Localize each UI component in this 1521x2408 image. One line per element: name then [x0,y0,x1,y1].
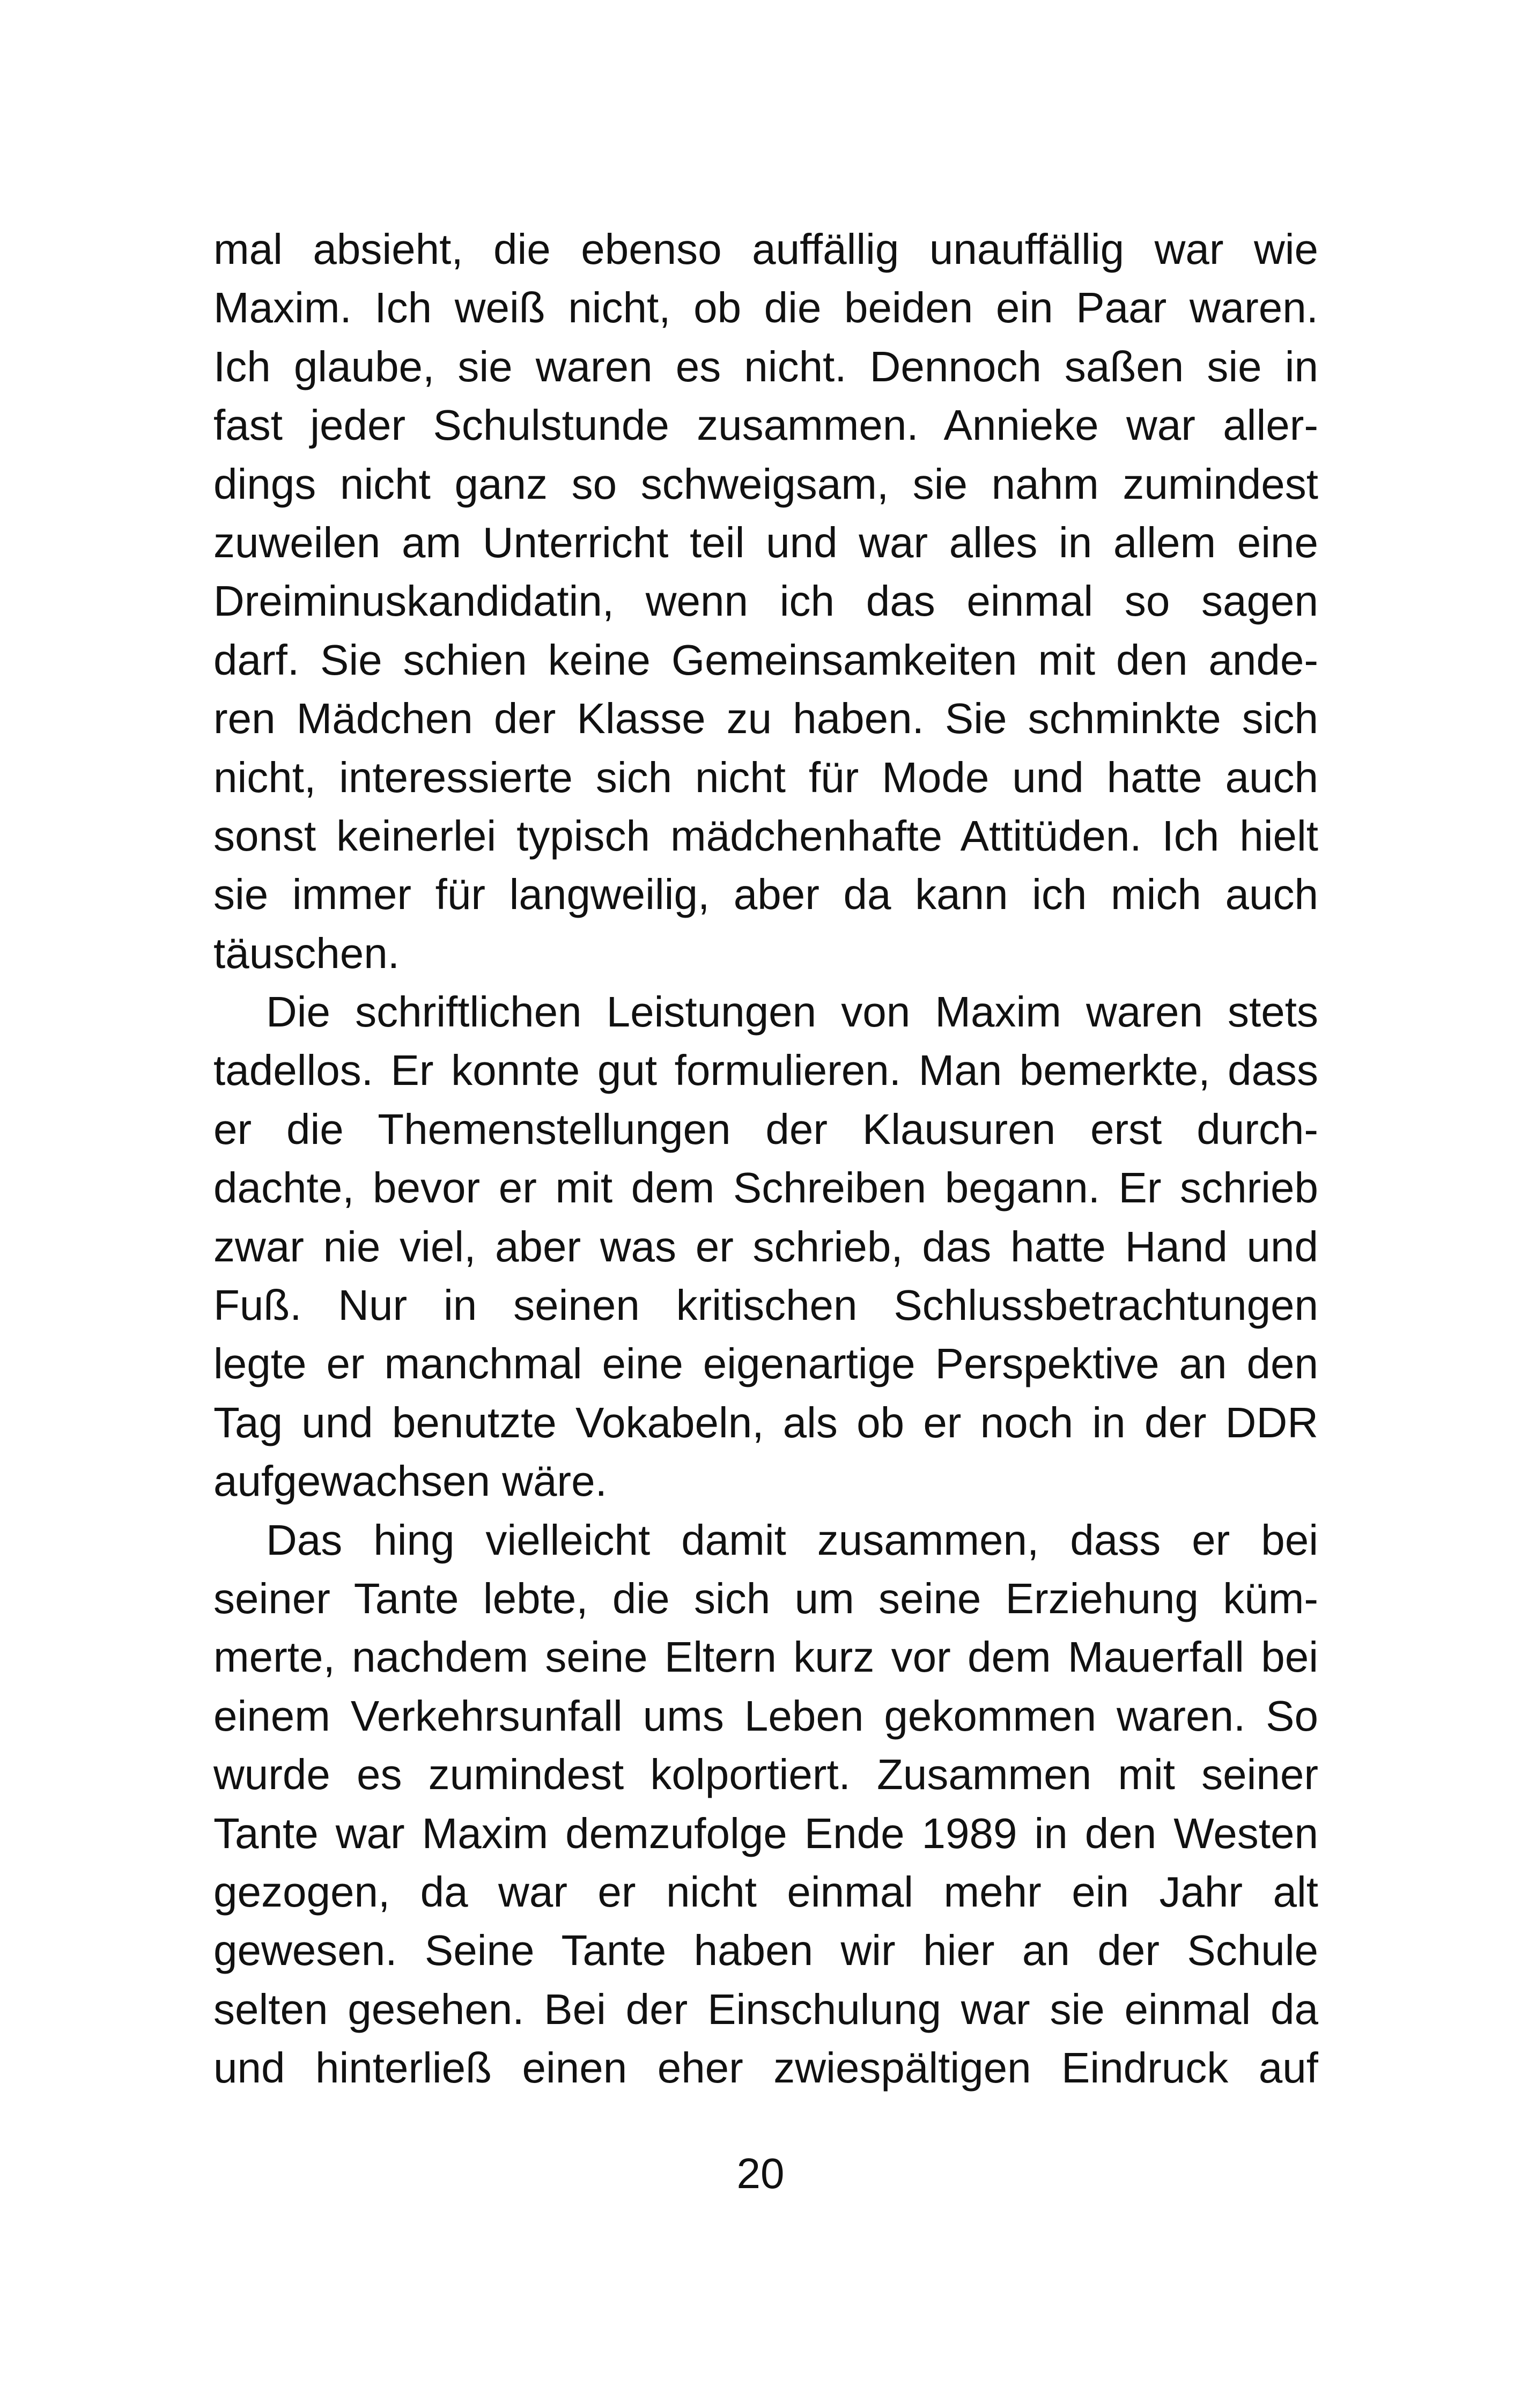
text-line: gezogen, da war er nicht einmal mehr ein Jahr alt [213,1867,1318,1916]
text-line: und hinterließ einen eher zwiespältigen Eindruck auf [213,2044,1318,2092]
text-line: Fuß. Nur in seinen kritischen Schlussbetrachtungen [213,1281,1318,1329]
text-line: Tag und benutzte Vokabeln, als ob er noch in der DDR [213,1398,1318,1446]
text-line: seiner Tante lebte, die sich um seine Erziehung küm- [213,1574,1318,1622]
page-number: 20 [736,2150,785,2197]
text-line: Die schriftlichen Leistungen von Maxim waren stets [266,988,1318,1036]
text-line: Das hing vielleicht damit zusammen, dass er bei [266,1516,1318,1564]
text-line: tadellos. Er konnte gut formulieren. Man bemerkte, dass [213,1046,1318,1095]
text-line: darf. Sie schien keine Gemeinsamkeiten mit den ande- [213,636,1318,684]
text-line: Maxim. Ich weiß nicht, ob die beiden ein Paar waren. [213,284,1318,332]
text-line: gewesen. Seine Tante haben wir hier an der Schule [213,1926,1318,1975]
text-line: selten gesehen. Bei der Einschulung war sie einmal da [213,1985,1318,2033]
text-line: dings nicht ganz so schweigsam, sie nahm zumindest [213,460,1318,508]
text-line: täuschen. [213,929,400,977]
text-line: Ich glaube, sie waren es nicht. Dennoch saßen sie in [213,342,1318,390]
text-line: Dreiminuskandidatin, wenn ich das einmal so sagen [213,577,1318,625]
text-line: wurde es zumindest kolportiert. Zusammen mit seiner [213,1750,1318,1799]
text-line: aufgewachsen wäre. [213,1457,607,1505]
text-line: sie immer für langweilig, aber da kann ich mich auch [213,870,1318,919]
text-line: nicht, interessierte sich nicht für Mode und hatte auch [213,753,1318,801]
text-line: legte er manchmal eine eigenartige Perspektive an den [213,1340,1318,1388]
text-line: fast jeder Schulstunde zusammen. Annieke war aller- [213,401,1318,449]
text-line: sonst keinerlei typisch mädchenhafte Attitüden. Ich hielt [213,811,1318,860]
text-line: er die Themenstellungen der Klausuren erst durch- [213,1105,1318,1153]
text-line: mal absieht, die ebenso auffällig unauffällig war wie [213,225,1318,273]
text-line: merte, nachdem seine Eltern kurz vor dem Mauerfall bei [213,1633,1318,1681]
text-line: ren Mädchen der Klasse zu haben. Sie schminkte sich [213,695,1318,743]
text-line: dachte, bevor er mit dem Schreiben begann. Er schrieb [213,1164,1318,1212]
text-line: zwar nie viel, aber was er schrieb, das hatte Hand und [213,1222,1318,1271]
body-text [213,220,1318,2097]
text-line: zuweilen am Unterricht teil und war alles in allem eine [213,518,1318,566]
text-line: Tante war Maxim demzufolge Ende 1989 in den Westen [213,1809,1318,1857]
text-line: einem Verkehrsunfall ums Leben gekommen waren. So [213,1691,1318,1740]
